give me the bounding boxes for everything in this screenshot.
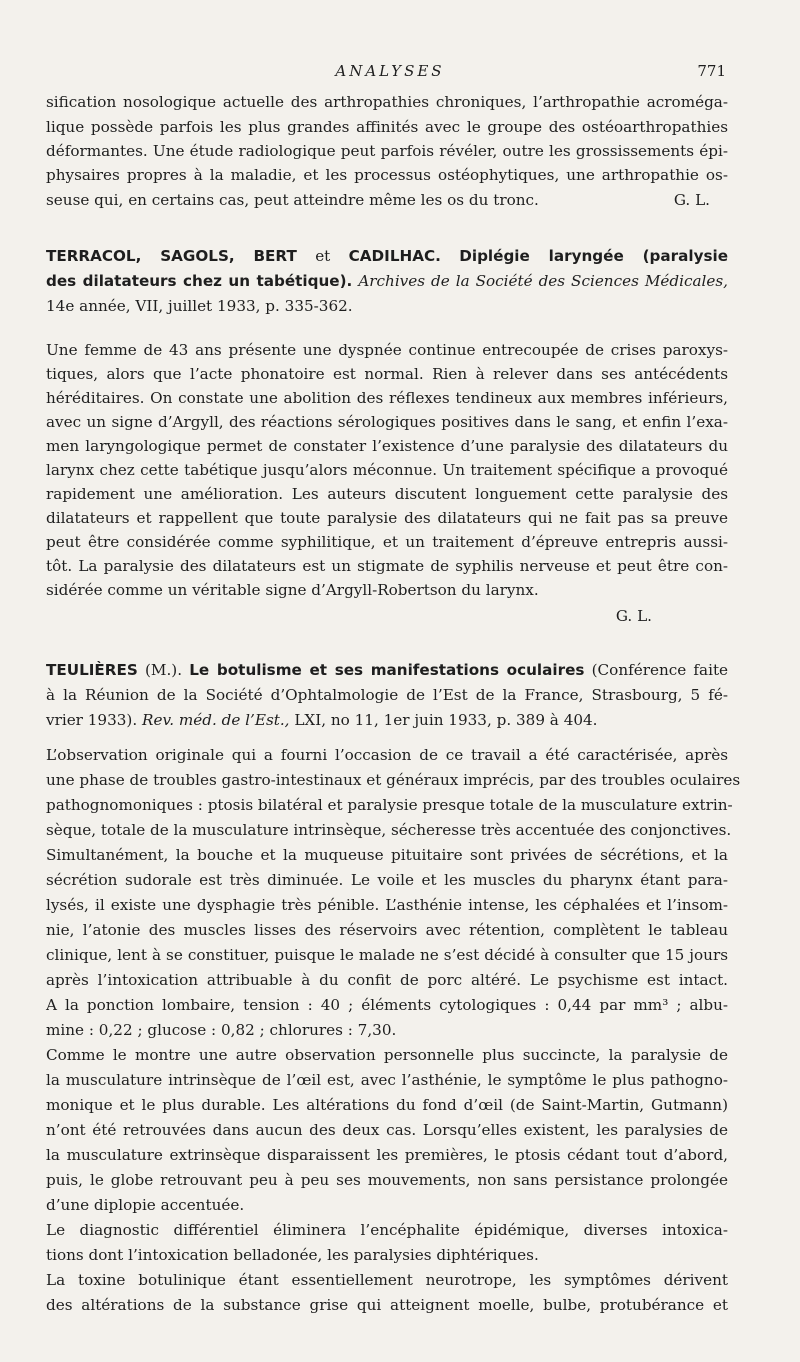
text-line: Comme le montre une autre observation personnelle plus succincte, la paralysie de: [46, 1046, 728, 1064]
article-title: Le botulisme et ses manifestations oculaires: [189, 661, 585, 679]
text-line: tions dont l’intoxication belladonée, les paralysies diphtériques.: [46, 1246, 539, 1264]
text-line: men laryngologique permet de constater l’existence d’une paralysie des dilatateurs du: [46, 437, 728, 455]
running-header: [0, 62, 800, 84]
text-line: n’ont été retrouvées dans aucun des deux cas. Lorsqu’elles existent, les paralysies de: [46, 1121, 728, 1139]
text-line: larynx chez cette tabétique jusqu’alors méconnue. Un traitement spécifique a provoqué: [46, 461, 728, 479]
text-line: physaires propres à la maladie, et les processus ostéophytiques, une arthropathie os-: [46, 166, 728, 184]
text-line: sification nosologique actuelle des arthropathies chroniques, l’arthropathie acroméga-: [46, 93, 728, 111]
text-line: clinique, lent à se constituer, puisque le malade ne s’est décidé à consulter que 15 jours: [46, 946, 728, 964]
signature: G. L.: [615, 607, 652, 625]
text-line: sécrétion sudorale est très diminuée. Le voile et les muscles du pharynx étant para-: [46, 871, 728, 889]
text-line: déformantes. Une étude radiologique peut parfois révéler, outre les grossissements épi-: [46, 142, 728, 160]
text-line: héréditaires. On constate une abolition des réflexes tendineux aux membres inférieurs,: [46, 389, 728, 407]
text-line: lique possède parfois les plus grandes affinités avec le groupe des ostéoarthropathies: [46, 118, 728, 136]
text-line: la musculature intrinsèque de l’œil est, avec l’asthénie, le symptôme le plus pathogno-: [46, 1071, 728, 1089]
article-title-cont: des dilatateurs chez un tabétique).: [46, 272, 353, 290]
text-line: sèque, totale de la musculature intrinsèque, sécheresse très accentuée des conjonctives.: [46, 821, 732, 839]
text-line: lysés, il existe une dysphagie très pénible. L’asthénie intense, les céphalées et l’insom-: [46, 896, 728, 914]
journal-name: Archives de la Société des Sciences Médicales,: [358, 272, 728, 290]
author-initial: (M.).: [144, 661, 183, 679]
author: TEULIÈRES: [46, 661, 138, 679]
text-line: tôt. La paralysie des dilatateurs est un stigmate de syphilis nerveuse et peut être con-: [46, 557, 728, 575]
article-heading-line-2: [46, 271, 728, 291]
article-heading-line-1: [46, 660, 728, 680]
text-line: Une femme de 43 ans présente une dyspnée continue entrecoupée de crises paroxys-: [46, 341, 728, 359]
text-line: seuse qui, en certains cas, peut atteindre même les os du tronc.: [46, 191, 539, 209]
text-line: monique et le plus durable. Les altérations du fond d’œil (de Saint-Martin, Gutmann): [46, 1096, 728, 1114]
reference-date: vrier 1933).: [46, 711, 138, 729]
text-line: après l’intoxication attribuable à du confit de porc altéré. Le psychisme est intact.: [46, 971, 728, 989]
text-line: d’une diplopie accentuée.: [46, 1196, 245, 1214]
text-line: dilatateurs et rappellent que toute paralysie des dilatateurs qui ne fait pas sa preuve: [46, 509, 728, 527]
text-line: peut être considérée comme syphilitique, et un traitement d’épreuve entrepris aussi-: [46, 533, 728, 551]
text-line: la musculature extrinsèque disparaissent les premières, le ptosis cédant tout d’abord,: [46, 1146, 728, 1164]
text-line: La toxine botulinique étant essentiellement neurotrope, les symptômes dérivent: [46, 1271, 728, 1289]
text-line: A la ponction lombaire, tension : 40 ; éléments cytologiques : 0,44 par mm³ ; albu-: [46, 996, 728, 1014]
page-number: 771: [697, 62, 726, 80]
article-heading-line-1: [46, 246, 728, 266]
conference-note: (Conférence faite: [591, 661, 729, 679]
text-line: Simultanément, la bouche et la muqueuse pituitaire sont privées de sécrétions, et la: [46, 846, 728, 864]
journal-name: Rev. méd. de l’Est.,: [142, 711, 290, 729]
text-line: rapidement une amélioration. Les auteurs discutent longuement cette paralysie des: [46, 485, 728, 503]
text-line: mine : 0,22 ; glucose : 0,82 ; chlorures : 7,30.: [46, 1021, 397, 1039]
running-title: ANALYSES: [335, 62, 445, 80]
last-author: CADILHAC.: [348, 247, 441, 265]
text-line: Le diagnostic différentiel éliminera l’encéphalite épidémique, diverses intoxica-: [46, 1221, 728, 1239]
text-line: puis, le globe retrouvant peu à peu ses mouvements, non sans persistance prolongée: [46, 1171, 728, 1189]
reference-details: LXI, no 11, 1er juin 1933, p. 389 à 404.: [294, 711, 598, 729]
article-title: Diplégie laryngée (paralysie: [459, 247, 729, 265]
reference-line: [46, 710, 728, 730]
text-line: nie, l’atonie des muscles lisses des réservoirs avec rétention, complètent le tableau: [46, 921, 728, 939]
text-line: une phase de troubles gastro-intestinaux et généraux imprécis, par des troubles oculaires: [46, 771, 741, 789]
text-line: tiques, alors que l’acte phonatoire est normal. Rien à relever dans ses antécédents: [46, 365, 728, 383]
conference-line: à la Réunion de la Société d’Ophtalmologie de l’Est de la France, Strasbourg, 5 fé-: [46, 686, 728, 704]
text-line: pathognomoniques : ptosis bilatéral et paralysie presque totale de la musculature extrin-: [46, 796, 733, 814]
text-line: L’observation originale qui a fourni l’occasion de ce travail a été caractérisée, après: [46, 746, 728, 764]
text-line: avec un signe d’Argyll, des réactions sérologiques positives dans le sang, et enfin l’exa-: [46, 413, 728, 431]
reference-line: 14e année, VII, juillet 1933, p. 335-362.: [46, 297, 353, 315]
signature: G. L.: [673, 191, 710, 209]
conjunction: et: [315, 247, 331, 265]
text-line: des altérations de la substance grise qui atteignent moelle, bulbe, protubérance et: [46, 1296, 728, 1314]
text-line: sidérée comme un véritable signe d’Argyll-Robertson du larynx.: [46, 581, 539, 599]
authors: TERRACOL, SAGOLS, BERT: [46, 247, 297, 265]
